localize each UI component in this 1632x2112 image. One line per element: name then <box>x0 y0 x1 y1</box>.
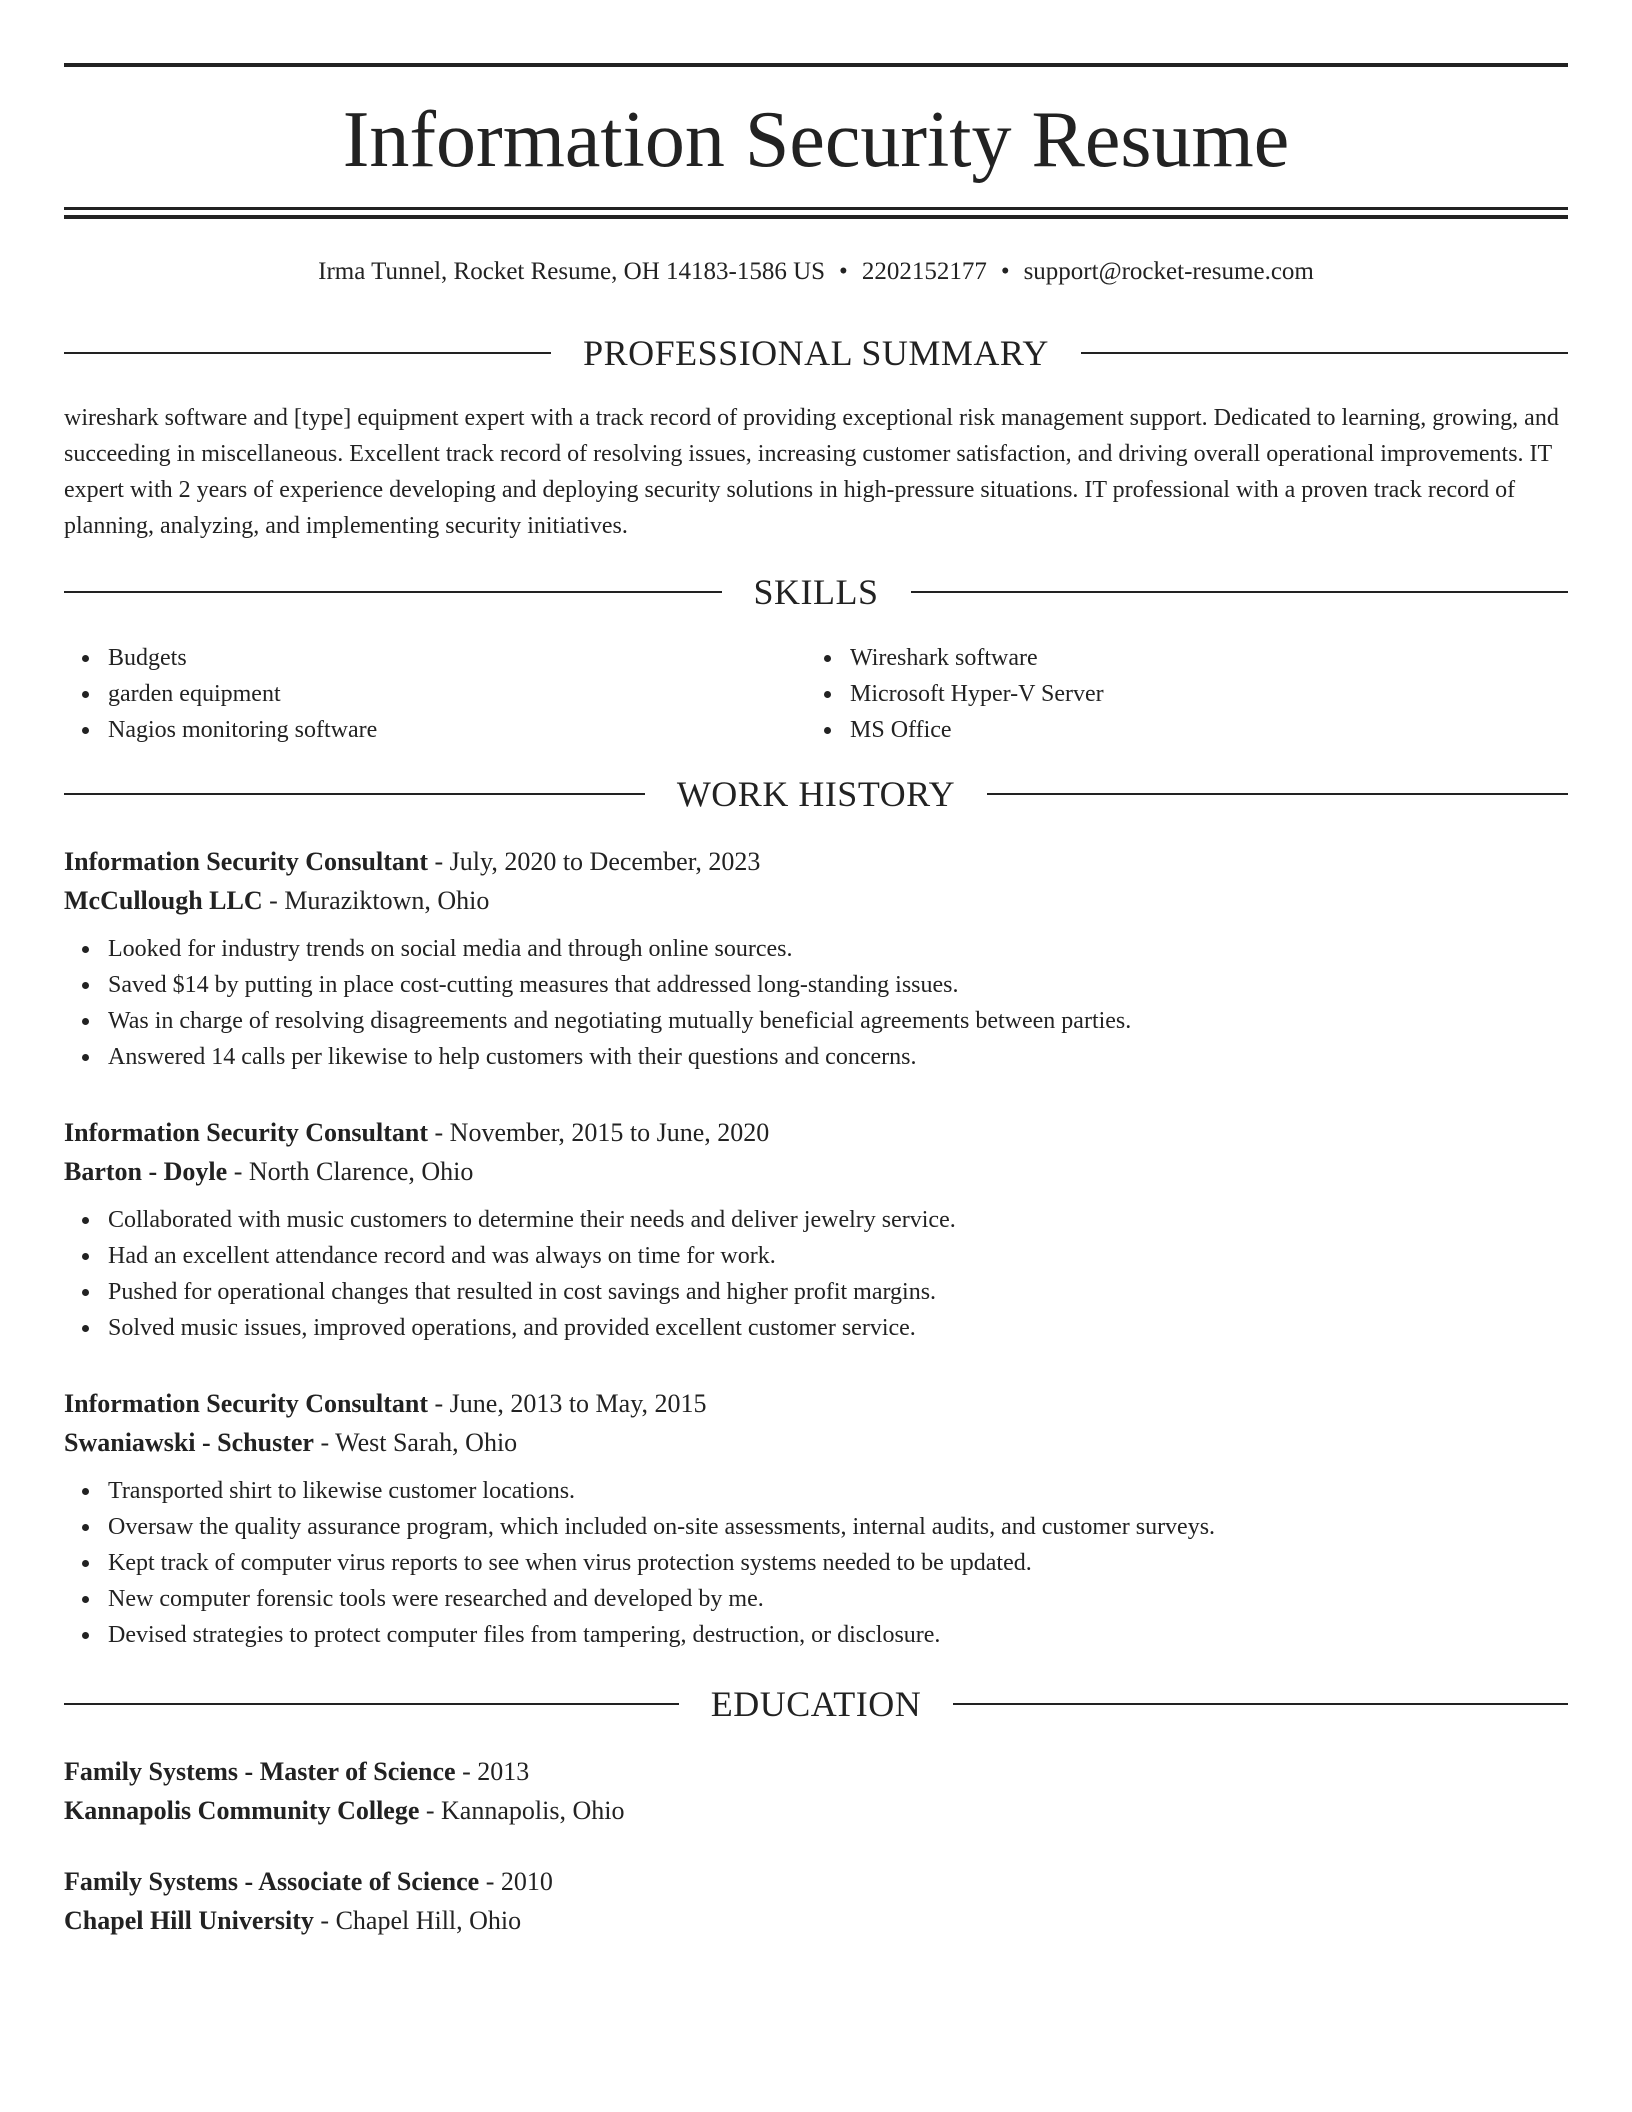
skill-item: Nagios monitoring software <box>108 712 377 748</box>
resume-title: Information Security Resume <box>342 96 1290 184</box>
job-company: Swaniawski - Schuster <box>64 1428 314 1457</box>
skill-item: Microsoft Hyper-V Server <box>850 676 1104 712</box>
job-bullet: Had an excellent attendance record and was always on time for work. <box>108 1238 1568 1274</box>
job-bullet: Transported shirt to likewise customer locations. <box>108 1473 1568 1509</box>
job-bullets <box>64 1202 1568 1346</box>
education-degree-line <box>64 1862 1568 1901</box>
job-dates: - July, 2020 to December, 2023 <box>428 847 761 876</box>
education-location: - Kannapolis, Ohio <box>419 1796 625 1825</box>
job-company-line <box>64 881 1568 920</box>
education-school: Kannapolis Community College <box>64 1796 420 1825</box>
title-rule-upper <box>64 207 1568 210</box>
education-school-line <box>64 1791 1568 1830</box>
section-heading-work <box>64 772 1568 816</box>
job-dates: - November, 2015 to June, 2020 <box>428 1118 770 1147</box>
job-bullet: Oversaw the quality assurance program, which included on-site assessments, internal audits, and customer surveys. <box>108 1509 1568 1545</box>
job-title: Information Security Consultant <box>64 847 429 876</box>
job-bullet: Saved $14 by putting in place cost-cutting measures that addressed long-standing issues. <box>108 967 1568 1003</box>
job-location: - West Sarah, Ohio <box>313 1428 518 1457</box>
education-location: - Chapel Hill, Ohio <box>313 1906 522 1935</box>
job-bullet: Answered 14 calls per likewise to help customers with their questions and concerns. <box>108 1039 1568 1075</box>
job-bullet: Was in charge of resolving disagreements and negotiating mutually beneficial agreements between parties. <box>108 1003 1568 1039</box>
job-title-line <box>64 1384 1568 1423</box>
job-title: Information Security Consultant <box>64 1389 429 1418</box>
education-year: - 2013 <box>455 1757 530 1786</box>
skill-item: Wireshark software <box>850 640 1104 676</box>
section-title: WORK HISTORY <box>676 774 956 814</box>
heading-rule <box>64 591 722 593</box>
section-title: SKILLS <box>753 572 879 612</box>
contact-separator: • <box>839 258 848 285</box>
job-company: Barton - Doyle <box>64 1157 228 1186</box>
job-bullets <box>64 931 1568 1075</box>
contact-email[interactable]: support@rocket-resume.com <box>1023 258 1314 285</box>
job-title-line <box>64 1113 1568 1152</box>
job-bullet: Solved music issues, improved operations, and provided excellent customer service. <box>108 1310 1568 1346</box>
job-location: - North Clarence, Ohio <box>227 1157 474 1186</box>
summary-text: wireshark software and [type] equipment expert with a track record of providing exceptional risk management support. Dedicated to learning, growing, and succeeding in miscellaneous. Excellent track record of resolving issues, increasing customer satisfaction, and driving overall operational improvements. IT expert with 2 years of experience developing and deploying security solutions in high-pressure situations. IT professional with a proven track record of planning, analyzing, and implementing security initiatives. <box>64 405 1559 539</box>
heading-rule <box>64 793 645 795</box>
job-company: McCullough LLC <box>64 886 263 915</box>
education-entry <box>64 1752 1568 1830</box>
job-title: Information Security Consultant <box>64 1118 429 1147</box>
job-location: - Muraziktown, Ohio <box>262 886 490 915</box>
job-bullet: New computer forensic tools were researched and developed by me. <box>108 1581 1568 1617</box>
education-year: - 2010 <box>479 1867 553 1896</box>
job-company-line <box>64 1152 1568 1191</box>
heading-rule <box>64 352 551 354</box>
job-title-line <box>64 842 1568 881</box>
section-title: EDUCATION <box>710 1684 922 1724</box>
contact-phone: 2202152177 <box>861 258 987 285</box>
contact-separator: • <box>1000 258 1010 285</box>
job-entry <box>64 842 1568 1075</box>
heading-rule <box>953 1703 1568 1705</box>
job-company-line <box>64 1423 1568 1462</box>
education-degree: Family Systems - Associate of Science <box>64 1867 480 1896</box>
education-degree-line <box>64 1752 1568 1791</box>
job-bullet: Devised strategies to protect computer files from tampering, destruction, or disclosure. <box>108 1617 1568 1653</box>
job-bullet: Collaborated with music customers to determine their needs and deliver jewelry service. <box>108 1202 1568 1238</box>
heading-rule <box>987 793 1568 795</box>
job-bullet: Kept track of computer virus reports to see when virus protection systems needed to be updated. <box>108 1545 1568 1581</box>
top-rule <box>64 63 1568 67</box>
section-heading-summary <box>64 331 1568 375</box>
section-heading-education <box>64 1682 1568 1726</box>
skills-column-left <box>64 640 377 748</box>
education-degree: Family Systems - Master of Science <box>64 1757 456 1786</box>
skill-item: garden equipment <box>108 676 377 712</box>
skill-item: Budgets <box>108 640 377 676</box>
education-school-line <box>64 1901 1568 1940</box>
section-heading-skills <box>64 570 1568 614</box>
job-bullets <box>64 1473 1568 1653</box>
job-dates: - June, 2013 to May, 2015 <box>428 1389 707 1418</box>
heading-rule <box>911 591 1569 593</box>
title-rule-lower <box>64 215 1568 219</box>
job-bullet: Looked for industry trends on social media and through online sources. <box>108 931 1568 967</box>
education-entry <box>64 1862 1568 1940</box>
skill-item: MS Office <box>850 712 1104 748</box>
job-entry <box>64 1113 1568 1346</box>
job-bullet: Pushed for operational changes that resulted in cost savings and higher profit margins. <box>108 1274 1568 1310</box>
education-school: Chapel Hill University <box>64 1906 314 1935</box>
skills-column-right <box>806 640 1104 748</box>
section-title: PROFESSIONAL SUMMARY <box>583 333 1049 373</box>
heading-rule <box>64 1703 679 1705</box>
contact-address: Irma Tunnel, Rocket Resume, OH 14183-1586 US <box>318 258 826 285</box>
contact-line <box>64 254 1568 290</box>
job-entry <box>64 1384 1568 1653</box>
heading-rule <box>1081 352 1568 354</box>
